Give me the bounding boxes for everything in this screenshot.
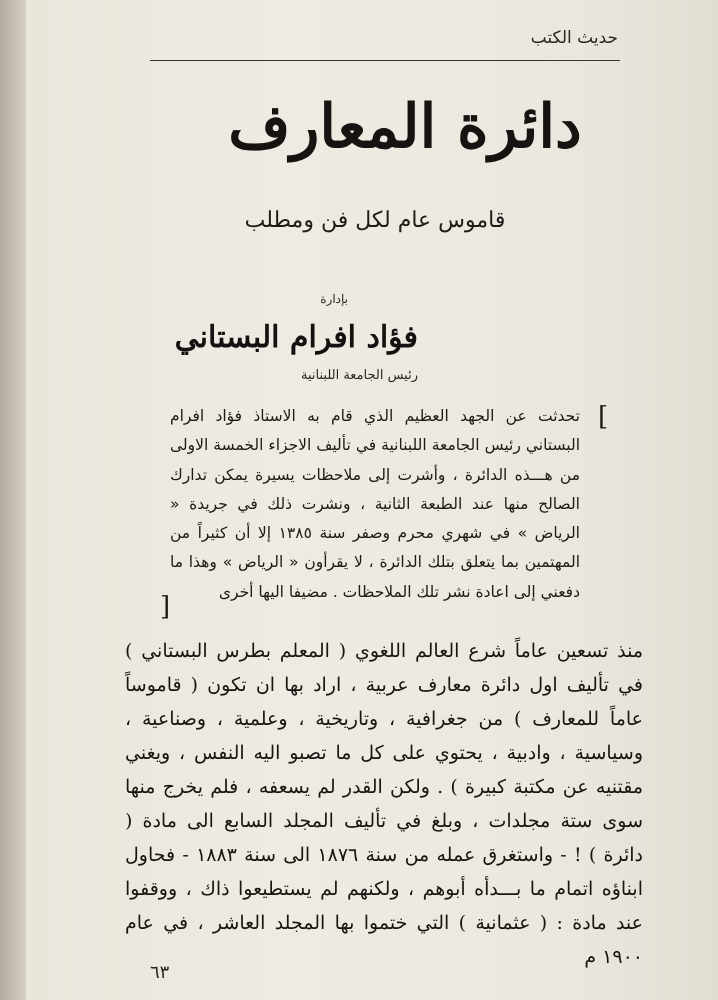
body-text	[125, 634, 643, 974]
page-number: ٦٣	[150, 962, 170, 983]
page-subtitle: قاموس عام لكل فن ومطلب	[244, 208, 506, 233]
intro-bracket-open: [	[598, 402, 609, 432]
author-by-label: بإدارة	[320, 292, 348, 306]
body-paragraph: منذ تسعين عاماً شرع العالم اللغوي ( المعلم بطرس البستاني ) في تأليف اول دائرة معارف عربية ، اراد بها ان تكون ( قاموساً عاماً للمعارف ) من جغرافية ، وتاريخية ، وعلمية ، وصناعية ، وسياسية ، وادبية ، يحتوي على كل ما تصبو اليه النفس ، ويغني مقتنيه عن مكتبة كبيرة ) . ولكن القدر لم يسعفه ، فلم يخرج منها سوى ستة مجلدات ، وبلغ في تأليف المجلد السابع الى مادة ( دائرة ) ! - واستغرق عمله من سنة ١٨٧٦ الى سنة ١٨٨٣ - فحاول ابناؤه اتمام ما بـــدأه أبوهم ، ولكنهم لم يستطيعوا ذاك ، ووقفوا عند مادة : ( عثمانية ) التي ختموا بها المجلد العاشر ، في عام ١٩٠٠ م	[125, 640, 643, 968]
author-name: فؤاد افرام البستاني	[174, 320, 418, 355]
intro-paragraph: تحدثت عن الجهد العظيم الذي قام به الاستاذ فؤاد افرام البستاني رئيس الجامعة اللبنانية في تأليف الاجزاء الخمسة الاولى من هـــذه الدائرة ، وأشرت إلى ملاحظات يسيرة يمكن تدارك الصالح منها عند الطبعة الثانية ، ونشرت ذلك في جريدة « الرياض » في شهري محرم وصفر سنة ١٣٨٥ إلا أن كثيراً من المهتمين بما يتعلق بتلك الدائرة ، لا يقرأون « الرياض » وهذا ما دفعني إلى اعادة نشر تلك الملاحظات . مضيفا اليها أخرى	[170, 407, 580, 601]
intro-bracket-close: ]	[160, 592, 171, 622]
author-title: رئيس الجامعة اللبنانية	[301, 368, 418, 383]
page-title: دائرة المعارف	[228, 92, 582, 162]
header-rule	[150, 60, 620, 61]
section-header: حديث الكتب	[530, 28, 618, 48]
book-spine	[0, 0, 26, 1000]
